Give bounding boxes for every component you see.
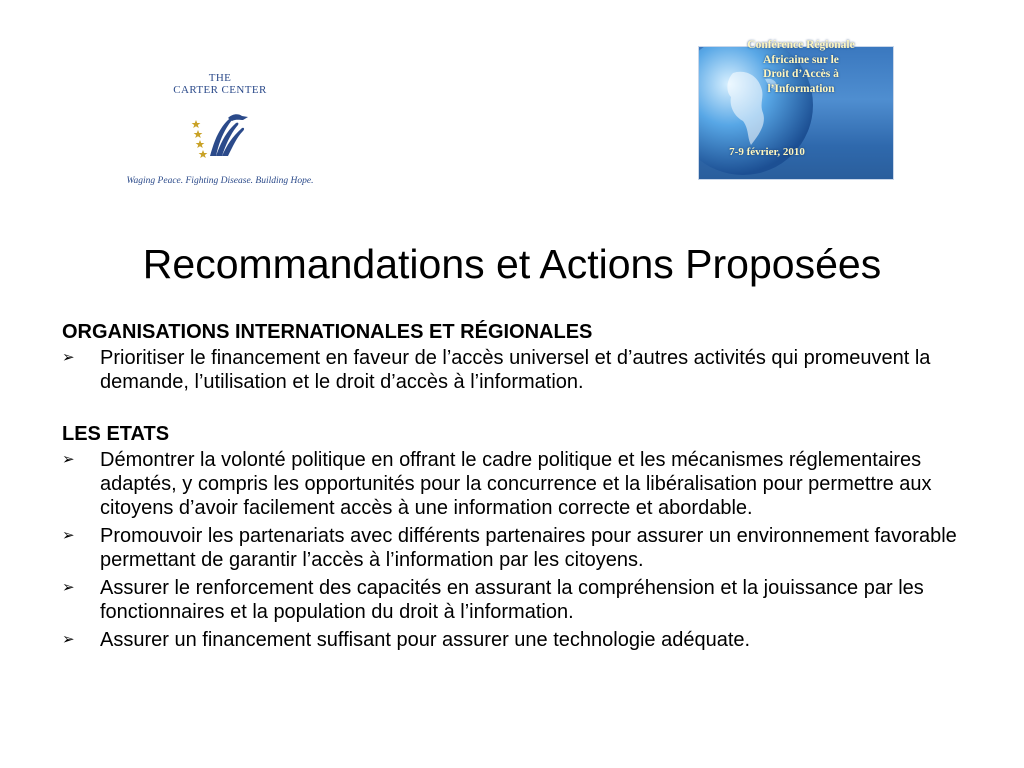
bullet-text: Promouvoir les partenariats avec différents partenaires pour assurer un environnement favorable permettant de garantir l’accès à l’information par les citoyens.: [100, 525, 957, 571]
arrow-bullet-icon: ➢: [62, 579, 75, 596]
arrow-bullet-icon: ➢: [62, 631, 75, 648]
slide-content: [62, 319, 962, 656]
conference-title-line-3: Droit d’Accès à: [763, 68, 839, 80]
conference-logo: [672, 32, 896, 182]
bullet-list: [62, 346, 962, 394]
section-international-organizations: [62, 319, 962, 394]
arrow-bullet-icon: ➢: [62, 349, 75, 366]
conference-title-line-2: Africaine sur le: [763, 53, 839, 66]
conference-title: [736, 38, 866, 96]
bullet-list: [62, 448, 962, 652]
conference-title-line-1: Conférence Régionale: [747, 39, 855, 51]
section-heading: LES ETATS: [62, 423, 170, 445]
bullet-item: [62, 346, 962, 394]
bullet-item: [62, 576, 962, 624]
section-states: [62, 421, 962, 652]
carter-center-tagline: Waging Peace. Fighting Disease. Building Hope.: [126, 176, 314, 186]
bullet-item: [62, 628, 962, 652]
arrow-bullet-icon: ➢: [62, 527, 75, 544]
section-heading: ORGANISATIONS INTERNATIONALES ET RÉGIONALES: [62, 321, 593, 343]
carter-center-name-line-2: CARTER CENTER: [173, 84, 267, 96]
arrow-bullet-icon: ➢: [62, 451, 75, 468]
bullet-item: [62, 524, 962, 572]
eagle-icon: [188, 108, 252, 164]
carter-center-logo: [110, 72, 330, 194]
bullet-text: Démontrer la volonté politique en offrant le cadre politique et les mécanismes réglementaires adaptés, y compris les opportunités pour la concurrence et la libéralisation pour permettre aux citoyens d’avoir facilement accès à une information correcte et abordable.: [100, 449, 932, 519]
bullet-item: [62, 448, 962, 520]
bullet-text: Prioritiser le financement en faveur de l’accès universel et d’autres activités qui promeuvent la demande, l’utilisation et le droit d’accès à l’information.: [100, 347, 931, 393]
carter-center-name-line-1: THE: [208, 72, 232, 84]
conference-title-line-4: l’Information: [767, 82, 835, 95]
carter-center-name: [110, 72, 330, 96]
slide-title: Recommandations et Actions Proposées: [142, 241, 882, 287]
bullet-text: Assurer le renforcement des capacités en assurant la compréhension et la jouissance par les fonctionnaires et la population du droit à l’information.: [100, 577, 924, 623]
conference-date: 7-9 février, 2010: [729, 146, 805, 158]
bullet-text: Assurer un financement suffisant pour assurer une technologie adéquate.: [100, 629, 751, 651]
